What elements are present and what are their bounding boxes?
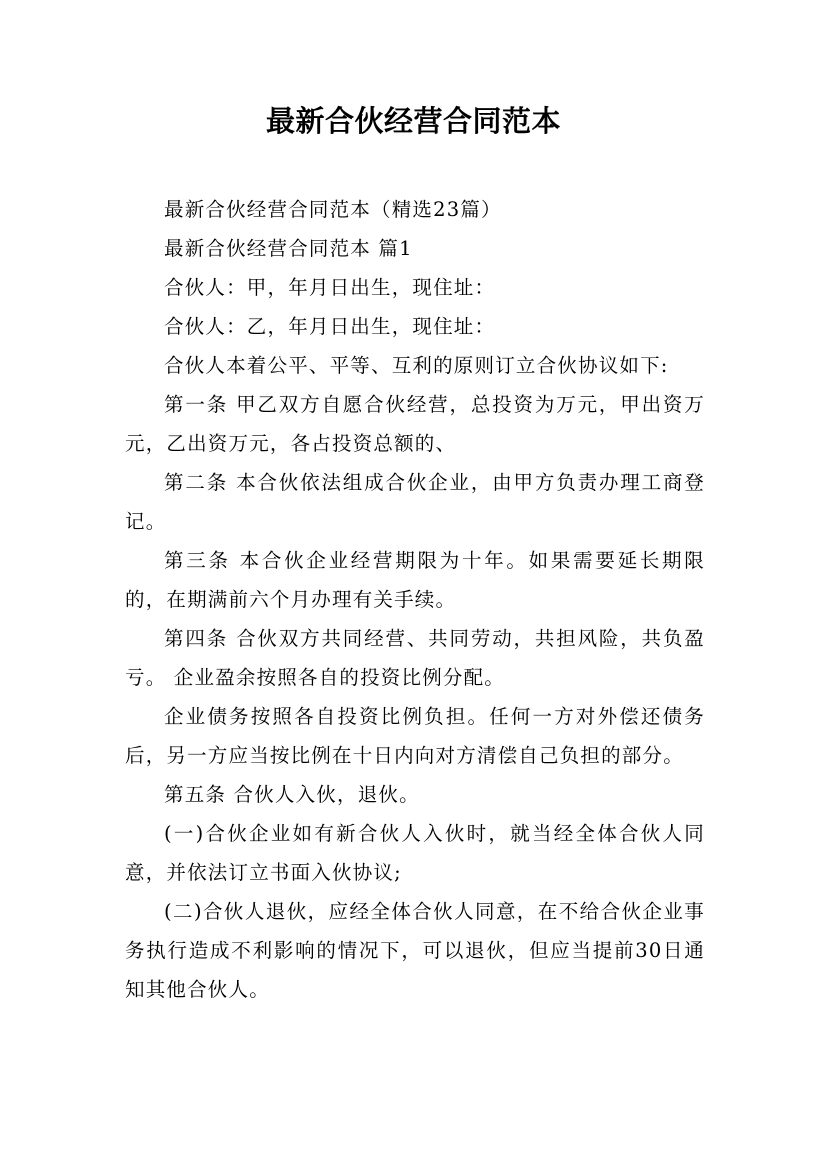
document-title: 最新合伙经营合同范本: [265, 104, 561, 138]
paragraph-article-5: 第五条 合伙人入伙，退伙。: [164, 783, 420, 806]
paragraph-preamble: 合伙人本着公平、平等、互利的原则订立合伙协议如下:: [164, 354, 669, 377]
paragraph-clause-1: (一)合伙企业如有新合伙人入伙时，就当经全体合伙人同意，并依法订立书面入伙协议;: [125, 822, 705, 884]
paragraph-article-1: 第一条 甲乙双方自愿合伙经营，总投资为万元，甲出资万元，乙出资万元，各占投资总额的、: [125, 393, 705, 455]
paragraph-article-3: 第三条 本合伙企业经营期限为十年。如果需要延长期限的，在期满前六个月办理有关手续。: [125, 549, 705, 611]
paragraph-partner-a: 合伙人：甲，年月日出生，现住址：: [164, 276, 496, 299]
paragraph-debt: 企业债务按照各自投资比例负担。任何一方对外偿还债务后，另一方应当按比例在十日内向对方清偿自己负担的部分。: [125, 705, 705, 767]
paragraph-article-2: 第二条 本合伙依法组成合伙企业，由甲方负责办理工商登记。: [125, 471, 705, 533]
paragraph-section-heading: 最新合伙经营合同范本 篇1: [164, 237, 413, 260]
paragraph-subtitle: 最新合伙经营合同范本（精选23篇）: [164, 198, 502, 221]
paragraph-partner-b: 合伙人：乙，年月日出生，现住址：: [164, 315, 496, 338]
paragraph-clause-2: (二)合伙人退伙，应经全体合伙人同意，在不给合伙企业事务执行造成不利影响的情况下，可以退伙，但应当提前30日通知其他合伙人。: [125, 900, 705, 1001]
paragraph-article-4: 第四条 合伙双方共同经营、共同劳动，共担风险，共负盈亏。 企业盈余按照各自的投资比例分配。: [125, 627, 705, 689]
document-body: [125, 190, 705, 1009]
